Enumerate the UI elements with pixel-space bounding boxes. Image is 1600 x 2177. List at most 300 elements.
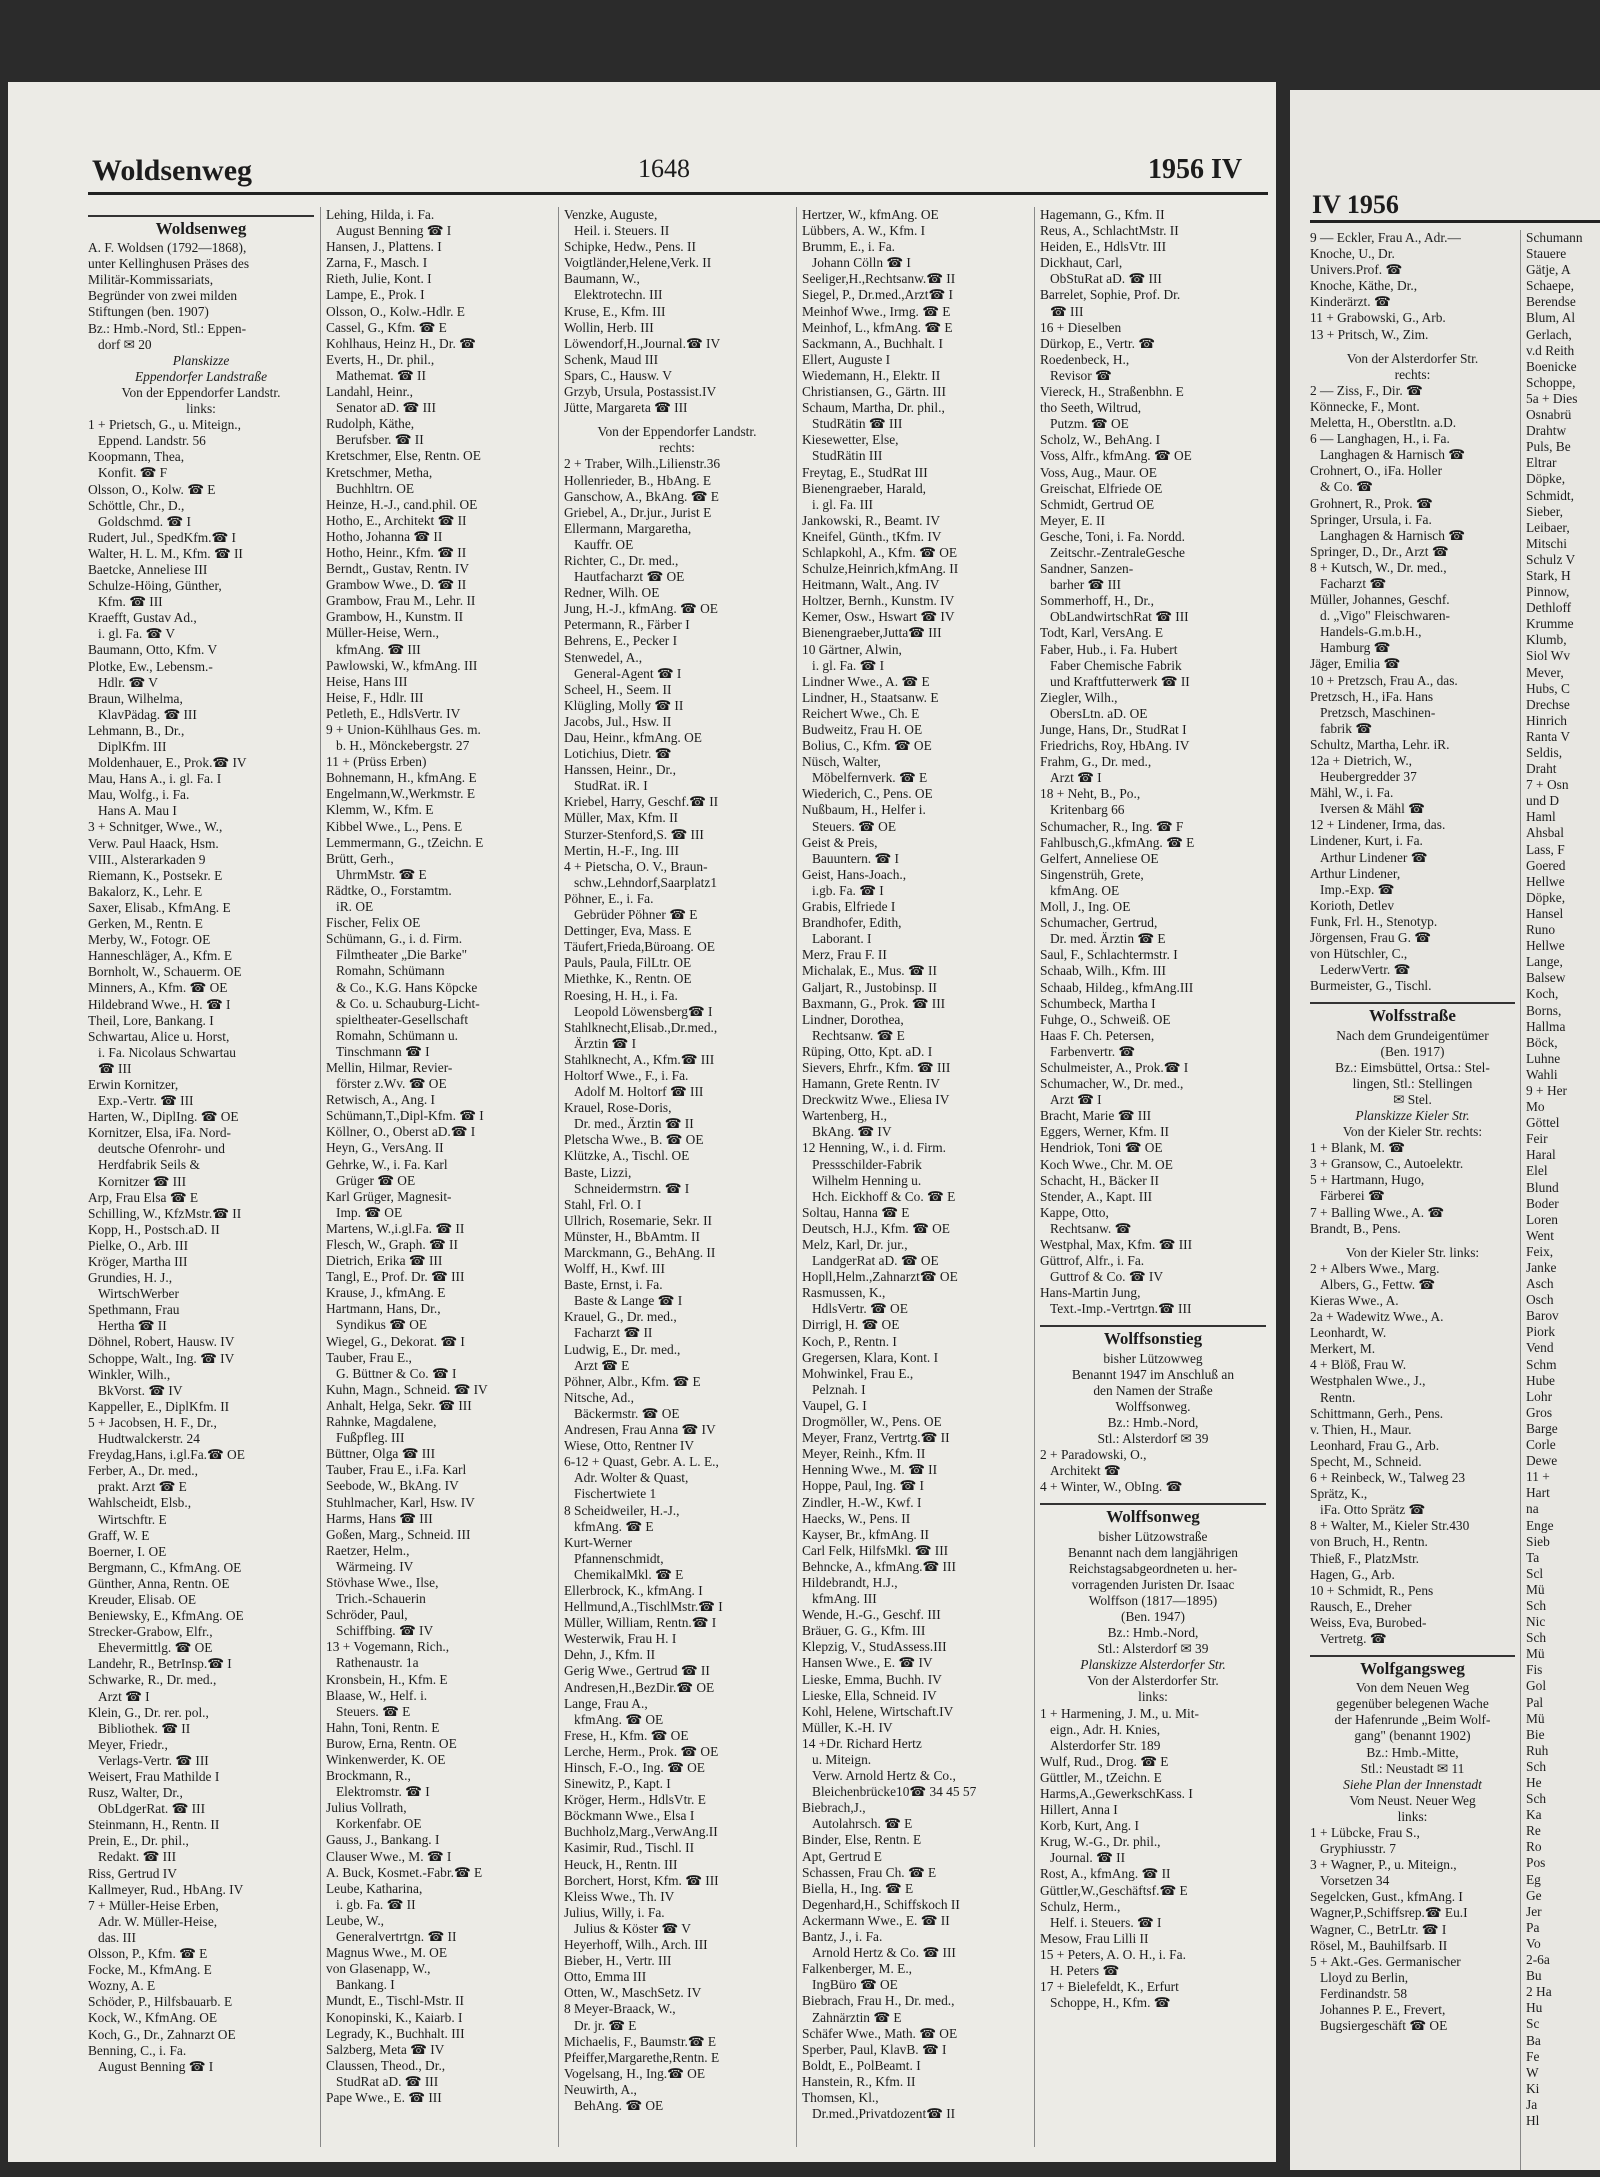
directory-entry: Tangl, E., Prof. Dr. ☎ III [326,1269,465,1285]
directory-entry: Schoppe, H., Kfm. ☎ [1050,1995,1171,2011]
directory-entry: Hdlr. ☎ V [98,674,158,690]
directory-entry: Dirrigl, H. ☎ OE [802,1317,900,1333]
directory-entry: Fuhge, O., Schweiß. OE [1040,1011,1171,1027]
directory-entry: Fischertwiete 1 [574,1486,657,1502]
directory-entry: Mü [1526,1581,1545,1597]
directory-entry: Schilling, W., KfzMstr.☎ II [88,1205,242,1221]
directory-entry: Leube, Katharina, [326,1880,423,1896]
directory-entry: Von der Kieler Str. rechts: [1342,1124,1483,1140]
directory-entry: Michalak, E., Mus. ☎ II [802,963,937,979]
directory-entry: Hartmann, Hans, Dr., [326,1301,441,1317]
directory-entry: Facharzt ☎ II [574,1325,653,1341]
directory-entry: Gehrke, W., i. Fa. Karl [326,1156,448,1172]
directory-entry: Hart [1526,1485,1550,1501]
directory-entry: ☎ III [1050,303,1084,319]
directory-entry: iFa. Otto Sprätz ☎ [1320,1502,1426,1518]
directory-entry: Schöder, P., Hilfsbauarb. E [88,1994,233,2010]
directory-entry: Laborant. I [812,931,872,947]
directory-entry: i.gb. Fa. ☎ I [812,882,884,898]
directory-entry: Pfannenschmidt, [574,1550,664,1566]
directory-entry: Galjart, R., Justobinsp. II [802,979,938,995]
directory-entry: spieltheater-Gesellschaft [336,1011,469,1027]
directory-entry: Schmidt, Gertrud OE [1040,496,1155,512]
directory-entry: Klemm, W., Kfm. E [326,802,434,818]
directory-entry: Univers.Prof. ☎ [1310,262,1403,278]
directory-entry: Petleth, E., HdlsVertr. IV [326,705,461,721]
directory-entry: Gesche, Toni, i. Fa. Nordd. [1040,528,1185,544]
directory-entry: Stiftungen (ben. 1907) [88,304,209,320]
directory-entry: StudRat. iR. I [574,778,648,794]
directory-entry: Eppend. Landstr. 56 [98,433,206,449]
directory-entry: Pöhner, Albr., Kfm. ☎ E [564,1373,701,1389]
directory-entry: Planskizze [172,352,230,368]
directory-entry: Pfeiffer,Margarethe,Rentn. E [564,2049,720,2065]
directory-entry: links: [1138,1689,1168,1705]
directory-entry: Arzt ☎ E [574,1357,630,1373]
directory-entry: Winkenwerder, K. OE [326,1752,446,1767]
column-6 [1310,230,1515,2175]
directory-entry: Schöttle, Chr., D., [88,497,185,513]
directory-entry: A. Buck, Kosmet.-Fabr.☎ E [326,1864,483,1880]
directory-entry: Dau, Heinr., kfmAng. OE [564,730,702,745]
directory-entry: Kappeller, E., DiplKfm. II [88,1398,230,1414]
directory-entry: Rüping, Otto, Kpt. aD. I [802,1043,933,1059]
directory-entry: 12 + Lindener, Irma, das. [1310,817,1446,833]
directory-entry: Schwarke, R., Dr. med., [88,1672,217,1688]
directory-entry: Lerche, Herm., Prok. ☎ OE [564,1743,719,1759]
directory-entry: Cassel, G., Kfm. ☎ E [326,319,447,335]
directory-entry: Wahlscheidt, Elsb., [88,1495,192,1511]
directory-entry: Von der Alsterdorfer Str. [1346,350,1479,366]
directory-entry: 3 + Schnitger, Wwe., W., [88,819,223,835]
directory-entry: Erwin Kornitzer, [88,1076,179,1092]
directory-entry: Lehmann, B., Dr., [88,722,185,738]
directory-entry: Eppendorfer Landstraße [134,368,268,384]
directory-entry: Plotke, Ew., Lebensm.- [88,658,213,674]
directory-entry: 9 — Eckler, Frau A., Adr.— [1310,230,1461,245]
directory-entry: Ackermann Wwe., E. ☎ II [802,1912,950,1928]
directory-entry: Bibliothek. ☎ II [98,1720,191,1736]
directory-entry: Fis [1526,1662,1543,1678]
directory-entry: Wiegel, G., Dekorat. ☎ I [326,1333,465,1349]
directory-entry: Dreckwitz Wwe., Eliesa IV [802,1092,950,1108]
directory-entry: Trich.-Schauerin [336,1591,426,1607]
directory-entry: und D [1526,793,1560,809]
directory-entry: Korkenfabr. OE [336,1816,422,1832]
directory-entry: Adr. Wolter & Quast, [574,1470,689,1486]
directory-entry: Runo [1526,922,1556,938]
directory-entry: Schoppe, Walt., Ing. ☎ IV [88,1350,235,1366]
directory-entry: Stauere [1526,246,1567,262]
directory-entry: Petermann, R., Färber I [564,617,690,633]
directory-entry: Schäfer Wwe., Math. ☎ OE [802,2025,958,2041]
directory-entry: gegenüber belegenen Wache [1336,1696,1489,1712]
directory-entry: Heuck, H., Rentn. III [564,1856,678,1872]
directory-entry: Spars, C., Hausw. V [564,367,672,383]
directory-entry: 8 Scheidweiler, H.-J., [564,1502,680,1518]
directory-entry: Nüsch, Walter, [802,754,881,770]
directory-entry: G. Büttner & Co. ☎ I [336,1365,457,1381]
directory-entry: Gerken, M., Rentn. E [88,916,203,932]
directory-entry: Grambow, H., Kunstm. II [326,609,464,625]
directory-entry: 9 + Union-Kühlhaus Ges. m. [326,722,481,737]
directory-entry: Ki [1526,2080,1540,2096]
directory-entry: Greischat, Elfriede OE [1040,480,1163,496]
directory-entry: Von der Kieler Str. links: [1345,1244,1480,1260]
directory-entry: Journal. ☎ II [1050,1850,1126,1866]
directory-entry: Falkenberger, M. E., [802,1961,913,1977]
directory-entry: 10 + Schmidt, R., Pens [1310,1582,1434,1598]
directory-entry: Gol [1526,1678,1547,1694]
directory-entry: bisher Lützowstraße [1098,1528,1208,1544]
directory-entry: Kohl, Helene, Wirtschaft.IV [802,1703,954,1719]
directory-entry: Wolffsonweg. [1115,1398,1191,1414]
directory-entry: Schassen, Frau Ch. ☎ E [802,1864,937,1880]
directory-entry: Von der Alsterdorfer Str. [1087,1673,1219,1689]
directory-entry: Leonhardt, W. [1310,1325,1387,1341]
directory-entry: Retwisch, A., Ang. I [326,1092,435,1108]
directory-entry: Mü [1526,1710,1545,1726]
directory-entry: Tinschmann ☎ I [336,1043,430,1059]
directory-entry: Lieske, Ella, Schneid. IV [802,1687,937,1703]
directory-entry: Nach dem Grundeigentümer [1336,1027,1489,1043]
directory-entry: Berufsber. ☎ II [336,432,424,448]
directory-entry: Otto, Emma III [564,1969,647,1985]
directory-entry: Von dem Neuen Weg [1355,1680,1470,1696]
directory-entry: Olsson, P., Kfm. ☎ E [88,1946,208,1962]
directory-entry: Sievers, Ehrfr., Kfm. ☎ III [802,1059,951,1075]
directory-entry: Revisor ☎ [1050,367,1112,383]
directory-entry: Mohwinkel, Frau E., [802,1365,914,1381]
directory-entry: Lindner, H., Staatsanw. E [802,689,939,705]
directory-entry: Konopinski, K., Kaiarb. I [326,2009,463,2025]
right-page-header: IV 1956 [1312,190,1399,219]
directory-entry: Schultz, Martha, Lehr. iR. [1310,736,1450,752]
directory-entry: Ärztin ☎ I [574,1035,637,1051]
directory-entry: Krumme [1526,616,1574,632]
directory-entry: Bie [1526,1726,1545,1742]
directory-entry: Claussen, Theod., Dr., [326,2057,446,2073]
directory-entry: Schwartau, Alice u. Horst, [88,1028,230,1044]
directory-entry: Hansen, J., Plattens. I [326,239,442,255]
directory-entry: Bz.: Hmb.-Nord, Stl.: Eppen- [88,320,247,336]
directory-entry: Mertin, H.-F., Ing. III [564,842,679,858]
directory-entry: Eg [1526,1871,1541,1887]
directory-entry: Arzt ☎ I [98,1688,150,1704]
directory-entry: Begründer von zwei milden [88,288,238,304]
directory-entry: Baumann, Otto, Kfm. V [88,642,218,658]
directory-entry: 2 Ha [1526,1984,1552,2000]
directory-entry: Ganschow, A., BkAng. ☎ E [564,488,719,504]
directory-entry: links: [1397,1808,1428,1824]
directory-entry: Günther, Anna, Rentn. OE [88,1575,230,1591]
directory-entry: Schulz V [1526,551,1576,567]
directory-entry: Blum, Al [1526,310,1576,326]
directory-entry: Sch [1526,1791,1547,1807]
directory-entry: W [1526,2064,1539,2080]
directory-entry: 6 — Langhagen, H., i. Fa. [1310,431,1450,447]
directory-entry: Saxer, Elisab., KfmAng. E [88,899,231,915]
directory-entry: UhrmMstr. ☎ E [336,866,427,882]
directory-entry: Christiansen, G., Gärtn. III [802,384,946,400]
directory-entry: Hanstein, R., Kfm. II [802,2073,916,2089]
directory-entry: Schittmann, Gerh., Pens. [1310,1405,1444,1421]
column-3 [564,207,790,2152]
directory-entry: Enge [1526,1517,1554,1533]
directory-entry: Farbenvertr. ☎ [1050,1043,1136,1059]
directory-entry: Arnold Hertz & Co. ☎ III [812,1945,956,1961]
directory-entry: Mü [1526,1646,1545,1662]
directory-entry: Mau, Hans A., i. gl. Fa. I [88,771,222,787]
directory-entry: LandgerRat aD. ☎ OE [812,1253,939,1269]
directory-entry: Degenhard,H., Schiffskoch II [802,1896,960,1912]
directory-entry: StudRat aD. ☎ III [336,2073,439,2089]
directory-entry: Asch [1526,1276,1554,1292]
column-divider [558,207,559,2147]
directory-entry: Kohlhaus, Heinz H., Dr. ☎ [326,335,476,351]
directory-entry: Hertha ☎ II [98,1318,167,1334]
directory-entry: d. „Vigo" Fleischwaren- [1320,608,1450,624]
directory-entry: Reichstagsabgeordneten u. her- [1068,1560,1238,1576]
directory-entry: 16 + Dieselben [1040,319,1122,335]
directory-entry: August Benning ☎ I [98,2058,214,2074]
directory-entry: 5 + Jacobsen, H. F., Dr., [88,1414,217,1430]
directory-entry: Westphal, Max, Kfm. ☎ III [1040,1237,1193,1252]
street-heading: Woldsenweg [88,215,314,240]
directory-entry: Hoppe, Paul, Ing. ☎ I [802,1478,924,1494]
directory-entry: Dietrich, Erika ☎ III [326,1253,443,1269]
directory-entry: unter Kellinghusen Präses des [88,256,250,272]
directory-entry: Hans-Martin Jung, [1040,1285,1141,1301]
directory-entry: Stl.: Alsterdorf ✉ 39 [1097,1641,1209,1657]
directory-entry: Pielke, O., Arb. III [88,1237,189,1253]
directory-entry: Ehevermittlg. ☎ OE [98,1640,213,1656]
directory-entry: Schümann, G., i. d. Firm. [326,931,463,947]
directory-entry: Kauffr. OE [574,536,634,552]
directory-entry: Krauel, Rose-Doris, [564,1100,672,1116]
directory-entry: Rahnke, Magdalene, [326,1414,437,1430]
directory-entry: 14 +Dr. Richard Hertz [802,1735,922,1751]
directory-entry: schw.,Lehndorf,Saarplatz1 [574,874,718,890]
directory-entry: Jer [1526,1903,1542,1919]
directory-entry: Grzyb, Ursula, Postassist.IV [564,384,717,400]
directory-entry: Lieske, Emma, Buchh. IV [802,1671,942,1687]
street-heading: Wolffsonweg [1040,1503,1266,1528]
directory-entry: Leopold Löwensberg☎ I [574,1003,713,1019]
directory-entry: Luhne [1526,1050,1561,1066]
directory-entry: rechts: [659,440,695,456]
directory-entry: Wagner, C., BetrLtr. ☎ I [1310,1921,1447,1937]
directory-entry: Freytag, E., StudRat III [802,464,928,480]
directory-entry: Schumacher, R., Ing. ☎ F [1040,818,1184,834]
directory-entry: Leube, W., [326,1912,385,1928]
directory-entry: StudRätin ☎ III [812,416,903,432]
directory-entry: Kretschmer, Metha, [326,464,433,480]
directory-entry: Haml [1526,809,1556,825]
directory-entry: Schaum, Martha, Dr. phil., [802,400,945,416]
directory-entry: Seebode, W., BkAng. IV [326,1478,459,1494]
directory-entry: Güttrof, Alfr., i. Fa. [1040,1253,1145,1269]
directory-entry: Bäckermstr. ☎ OE [574,1405,680,1421]
directory-entry: Hubs, C [1526,680,1570,696]
directory-entry: Kleiss Wwe., Th. IV [564,1888,675,1904]
directory-entry: Voss, Aug., Maur. OE [1040,464,1157,480]
directory-entry: Karl Grüger, Magnesit- [326,1188,452,1204]
directory-entry: Hallma [1526,1018,1566,1034]
directory-entry: der Hafenrunde „Beim Wolf- [1334,1712,1491,1728]
directory-entry: Funk, Frl. H., Stenotyp. [1310,913,1438,929]
directory-entry: Färberei ☎ [1320,1188,1385,1204]
directory-entry: Kornitzer, Elsa, iFa. Nord- [88,1125,232,1141]
directory-entry: Sieber, [1526,503,1564,519]
directory-entry: Pöhner, E., i. Fa. [564,890,654,906]
directory-entry: 6 + Reinbeck, W., Talweg 23 [1310,1470,1466,1486]
directory-entry: Osch [1526,1292,1554,1308]
directory-entry: dorf ✉ 20 [98,336,152,352]
directory-entry: Benannt 1947 im Anschluß an [1071,1366,1235,1382]
directory-entry: Zeitschr.-ZentraleGesche [1050,544,1185,560]
directory-entry: Facharzt ☎ [1320,575,1387,591]
directory-entry: Kallmeyer, Rud., HbAng. IV [88,1881,244,1897]
directory-entry: Braun, Wilhelma, [88,690,183,706]
directory-entry: LederwVertr. ☎ [1320,962,1411,978]
directory-entry: Junge, Hans, Dr., StudRat I [1040,722,1187,737]
directory-entry: Springer, Ursula, i. Fa. [1310,511,1432,527]
directory-entry: Lampe, E., Prok. I [326,287,425,303]
directory-entry: Jörgensen, Frau G. ☎ [1310,930,1431,946]
directory-entry: Hansen Wwe., E. ☎ IV [802,1655,933,1671]
directory-entry: Bantz, J., i. Fa. [802,1929,883,1945]
directory-entry: Kieras Wwe., A. [1310,1293,1399,1308]
directory-entry: Senator aD. ☎ III [336,400,436,416]
directory-entry: Exp.-Vertr. ☎ III [98,1093,194,1109]
directory-entry: Merby, W., Fotogr. OE [88,932,211,948]
left-page [8,82,1276,2162]
directory-entry: Seldis, [1526,745,1563,760]
directory-entry: lingen, Stl.: Stellingen [1352,1075,1473,1091]
directory-entry: Specht, M., Schneid. [1310,1453,1422,1469]
directory-entry: Budweitz, Frau H. OE [802,722,923,737]
directory-entry: 4 + Winter, W., ObIng. ☎ [1040,1479,1183,1495]
directory-entry: Apt, Gertrud E [802,1848,882,1864]
directory-entry: A. F. Woldsen (1792—1868), [88,240,247,256]
directory-entry: i. gl. Fa. III [812,496,873,512]
directory-entry: Autolahrsch. ☎ E [812,1816,913,1832]
directory-entry: Mellin, Hilmar, Revier- [326,1059,453,1075]
directory-entry: Ta [1526,1549,1540,1565]
directory-entry: Krause, J., kfmAng. E [326,1285,446,1301]
directory-entry: Blund [1526,1179,1559,1195]
directory-entry: Hanneschläger, A., Kfm. E [88,948,233,964]
directory-entry: Barov [1526,1308,1559,1324]
directory-entry: Hautfacharzt ☎ OE [574,569,685,585]
directory-entry: Wilhelm Henning u. [812,1172,922,1188]
directory-entry: Bracht, Marie ☎ III [1040,1108,1152,1124]
directory-entry: Schumbeck, Martha I [1040,995,1156,1011]
directory-entry: (Ben. 1947) [1121,1608,1185,1624]
directory-entry: Brandhofer, Edith, [802,915,902,931]
directory-entry: Piork [1526,1324,1556,1340]
directory-entry: Kappe, Otto, [1040,1204,1109,1220]
directory-entry: Kfm. ☎ III [98,594,163,610]
directory-entry: Wirtschftr. E [98,1511,167,1527]
directory-entry: Von der Eppendorfer Landstr. [597,424,757,440]
directory-entry: links: [186,401,216,417]
directory-entry: Redner, Wilh. OE [564,585,660,601]
directory-entry: Rudert, Jul., SpedKfm.☎ I [88,529,236,545]
directory-entry: Hamann, Grete Rentn. IV [802,1076,940,1092]
directory-entry: Walter, H. L. M., Kfm. ☎ II [88,545,243,561]
directory-entry: Baxmann, G., Prok. ☎ III [802,995,946,1011]
directory-entry: Jütte, Margareta ☎ III [564,400,688,416]
directory-entry: Boenicke [1526,358,1577,374]
directory-entry: Ferdinandstr. 58 [1320,1985,1408,2001]
directory-entry: Mathemat. ☎ II [336,367,426,383]
directory-entry: Geist, Hans-Joach., [802,866,907,882]
directory-entry: Heise, Hans III [326,673,408,689]
directory-entry: Hahn, Toni, Rentn. E [326,1719,440,1735]
directory-entry: Jankowski, R., Beamt. IV [802,512,940,528]
directory-entry: Text.-Imp.-Vertrtgn.☎ III [1050,1301,1192,1317]
directory-entry: i. gl. Fa. ☎ V [98,626,176,642]
directory-entry: Güttler,W.,Geschäftsf.☎ E [1040,1882,1188,1898]
directory-entry: Schumann [1526,230,1583,245]
directory-entry: Lohr [1526,1388,1553,1404]
directory-entry: eign., Adr. H. Knies, [1050,1721,1161,1737]
directory-entry: 8 + Kutsch, W., Dr. med., [1310,559,1447,575]
directory-entry: Harms, Hans ☎ III [326,1510,433,1526]
directory-entry: kfmAng. III [812,1591,877,1607]
directory-entry: Buchhltrn. OE [336,480,415,496]
directory-entry: 3 + Gransow, C., Autoelektr. [1310,1156,1464,1172]
directory-entry: tho Seeth, Wiltrud, [1040,400,1142,416]
directory-entry: Goldschmd. ☎ I [98,513,191,529]
directory-entry: Weiss, Eva, Burobed- [1310,1614,1427,1630]
directory-entry: Grundies, H. J., [88,1270,173,1286]
directory-entry: Kröger, Herm., HdlsVtr. E [564,1792,706,1808]
directory-entry: Berendse [1526,294,1576,310]
directory-entry: Arp, Frau Elsa ☎ E [88,1189,199,1205]
directory-entry: Redakt. ☎ III [98,1849,177,1865]
directory-entry: Mo [1526,1099,1545,1115]
directory-entry: Bergmann, C., KfmAng. OE [88,1559,242,1575]
directory-entry: Buchholz,Marg.,VerwAng.II [564,1824,718,1840]
directory-entry: Wagner,P.,Schiffsrep.☎ Eu.I [1310,1905,1468,1921]
directory-entry: kfmAng. ☎ OE [574,1711,664,1727]
directory-entry: vorragenden Juristen Dr. Isaac [1071,1576,1235,1592]
directory-entry: Rösel, M., Bauhilfsarb. II [1310,1937,1448,1953]
directory-entry: Henning Wwe., M. ☎ II [802,1462,938,1478]
directory-entry: kfmAng. ☎ III [336,641,421,657]
directory-entry: Springer, D., Dr., Arzt ☎ [1310,543,1449,559]
directory-entry: Rasmussen, K., [802,1285,886,1301]
column-4 [802,207,1028,2152]
directory-entry: Hotho, E., Architekt ☎ II [326,512,467,528]
directory-entry: Meinhof, L., kfmAng. ☎ E [802,319,953,335]
directory-entry: Hansel [1526,905,1564,921]
header-rule [88,192,1268,195]
directory-entry: Todt, Karl, VersAng. E [1040,625,1164,641]
directory-entry: Heitmann, Walt., Ang. IV [802,577,940,593]
directory-entry: Leonhard, Frau G., Arb. [1310,1437,1440,1453]
directory-entry: Goßen, Marg., Schneid. III [326,1526,471,1542]
column-5 [1040,207,1266,2152]
directory-entry: Ferber, A., Dr. med., [88,1463,198,1479]
directory-entry: Borchert, Horst, Kfm. ☎ III [564,1872,719,1888]
directory-entry: Salzberg, Meta ☎ IV [326,2041,445,2057]
directory-entry: Klützke, A., Tischl. OE [564,1148,690,1164]
directory-entry: Guttrof & Co. ☎ IV [1050,1269,1164,1285]
